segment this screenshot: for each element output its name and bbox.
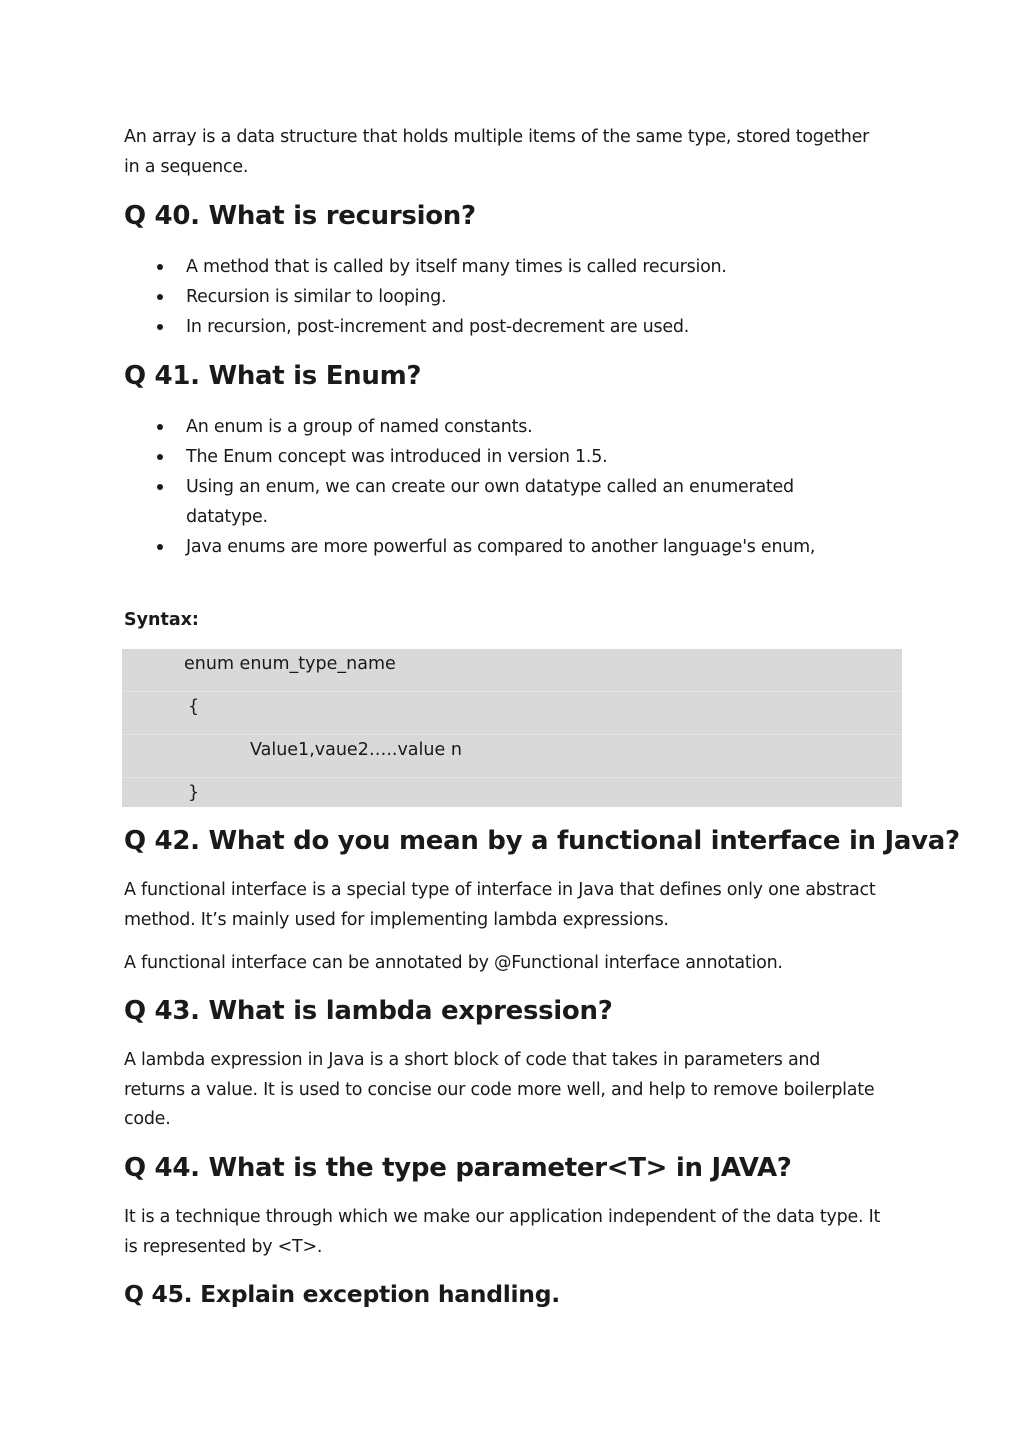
code-line-text: Value1,vaue2…..value n xyxy=(250,740,462,760)
list-item: Java enums are more powerful as compared to another language's enum, xyxy=(124,532,884,562)
code-line xyxy=(122,692,902,735)
q41-bullet-list xyxy=(124,412,884,562)
q40-bullet-list xyxy=(124,252,884,342)
q44-paragraph: It is a technique through which we make our application independent of the data type. It is represented by <T>. xyxy=(124,1207,881,1257)
enum-syntax-code-block xyxy=(122,649,902,807)
list-item: Using an enum, we can create our own datatype called an enumerated datatype. xyxy=(124,472,884,532)
code-line xyxy=(122,735,902,778)
q43-heading: Q 43. What is lambda expression? xyxy=(124,996,613,1026)
q42-heading: Q 42. What do you mean by a functional interface in Java? xyxy=(124,826,960,856)
q43-paragraph: A lambda expression in Java is a short block of code that takes in parameters and returns a value. It is used to concise our code more well, and help to remove boilerplate code. xyxy=(124,1050,875,1129)
q41-heading: Q 41. What is Enum? xyxy=(124,361,422,391)
code-line xyxy=(122,778,902,807)
code-line-text: { xyxy=(188,697,200,717)
q40-heading: Q 40. What is recursion? xyxy=(124,201,476,231)
q42-paragraph-1: A functional interface is a special type of interface in Java that defines only one abstract method. It’s mainly used for implementing lambda expressions. xyxy=(124,880,876,930)
intro-paragraph: An array is a data structure that holds multiple items of the same type, stored together in a sequence. xyxy=(124,127,870,177)
q45-heading: Q 45. Explain exception handling. xyxy=(124,1280,560,1308)
q44-heading: Q 44. What is the type parameter<T> in JAVA? xyxy=(124,1153,792,1183)
list-item: The Enum concept was introduced in version 1.5. xyxy=(124,442,884,472)
list-item: An enum is a group of named constants. xyxy=(124,412,884,442)
list-item: Recursion is similar to looping. xyxy=(124,282,884,312)
code-line-text: enum enum_type_name xyxy=(184,654,396,674)
code-line xyxy=(122,649,902,692)
q42-paragraph-2: A functional interface can be annotated by @Functional interface annotation. xyxy=(124,953,783,973)
list-item: A method that is called by itself many times is called recursion. xyxy=(124,252,884,282)
list-item: In recursion, post-increment and post-decrement are used. xyxy=(124,312,884,342)
code-line-text: } xyxy=(188,783,200,803)
syntax-label: Syntax: xyxy=(124,610,199,630)
